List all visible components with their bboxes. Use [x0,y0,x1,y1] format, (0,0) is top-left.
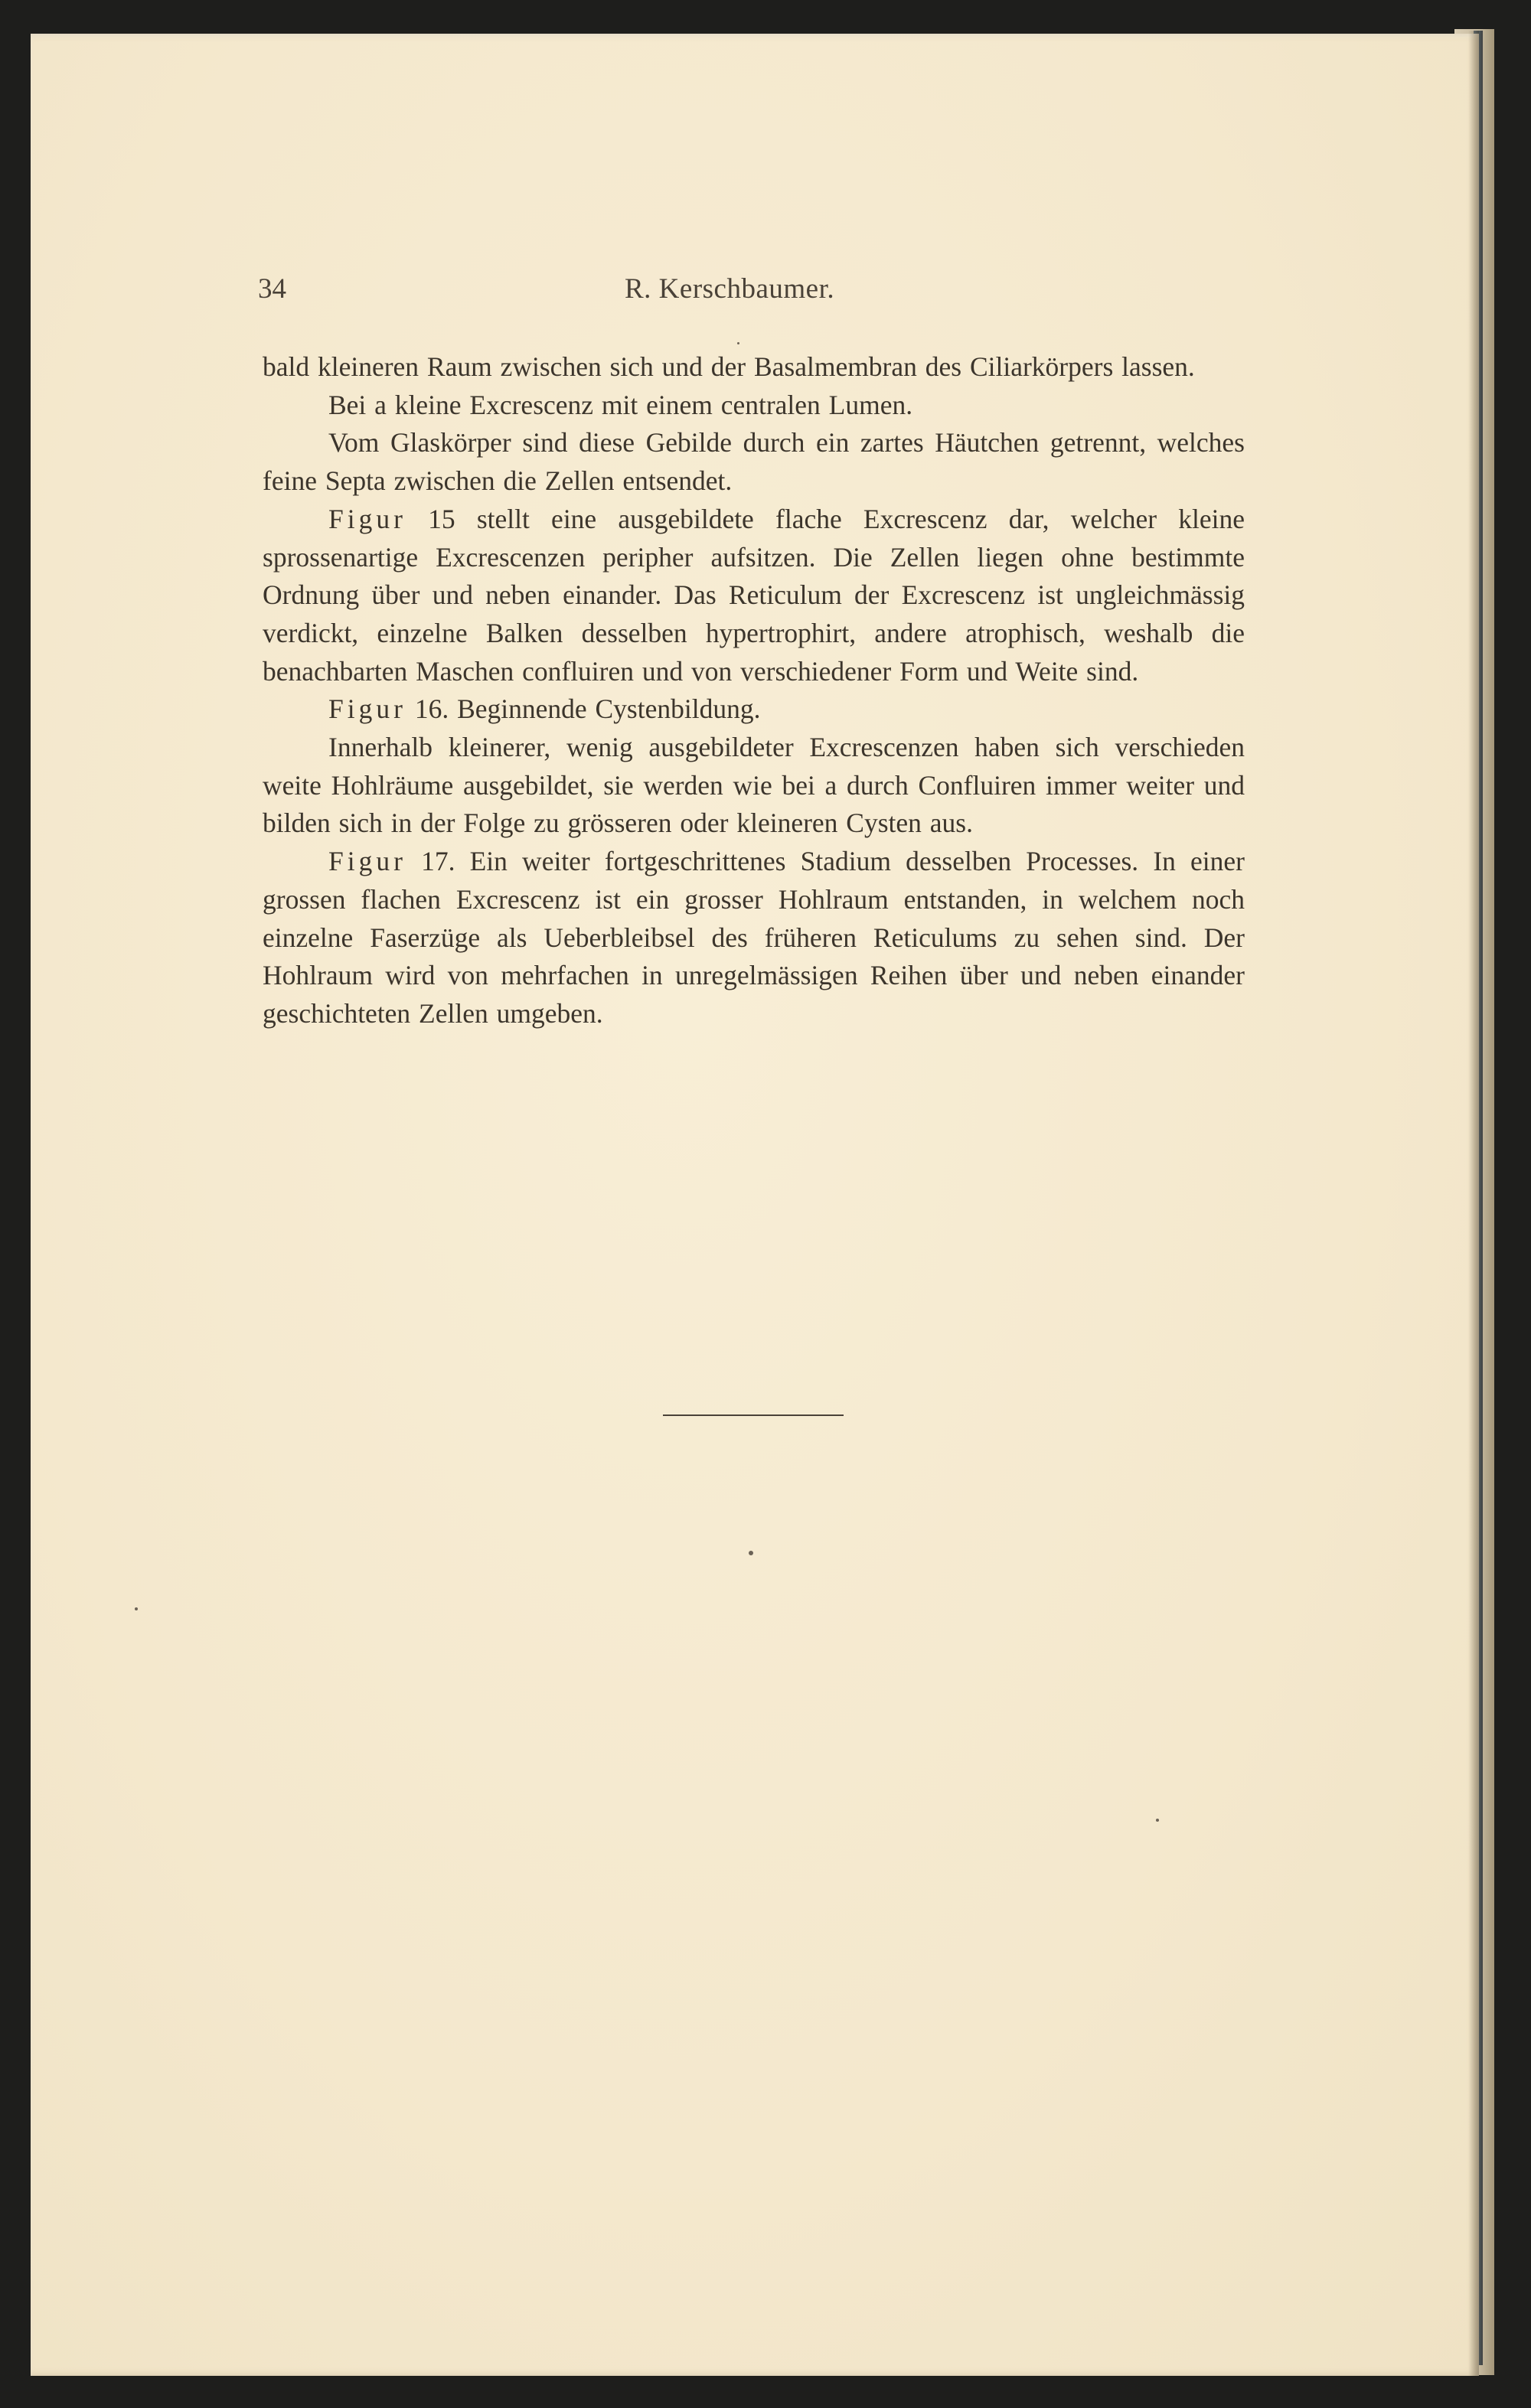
paragraph [263,348,1245,387]
page-number: 34 [258,273,286,305]
paper-speck [135,1607,138,1610]
paragraph-text: Bei a kleine Excrescenz mit einem centralen Lumen. [328,389,913,420]
paragraph [263,843,1245,1033]
paragraph [263,501,1245,691]
paragraph-text: 17. Ein weiter fortgeschrittenes Stadium desselben Processes. In einer grossen flachen Excrescenz ist ein grosser Hohlraum entstanden, in welchem noch einzelne Faserzüge als Ueberbleibsel des früheren Reticulums zu sehen sind. Der Hohlraum wird von mehrfachen in unregelmässigen Reihen über und neben einander geschichteten Zellen umgeben. [263,846,1245,1029]
page-edge-shadow [1468,31,1479,2376]
paragraph-text: Vom Glaskörper sind diese Gebilde durch ein zartes Häutchen getrennt, welches feine Septa zwischen die Zellen entsendet. [263,427,1245,497]
body-text [263,348,1245,1033]
section-end-rule [663,1414,844,1416]
paragraph [263,729,1245,843]
paper-speck [749,1551,753,1555]
running-head: R. Kerschbaumer. [625,273,835,305]
paragraph [263,387,1245,425]
paragraph-text: 16. Beginnende Cystenbildung. [406,693,761,725]
paragraph-text: Innerhalb kleinerer, wenig ausgebildeter Excrescenzen haben sich verschieden weite Hohlräume ausgebildet, sie werden wie bei a durch Confluiren immer weiter und bilden sich in der Folge zu grösseren oder kleineren Cysten aus. [263,732,1245,839]
figure-reference: Figur [328,693,406,725]
paper-speck [737,342,739,344]
paper-speck [1156,1819,1159,1822]
paragraph-text: 15 stellt eine ausgebildete flache Excrescenz dar, welcher kleine sprossenartige Excrescenzen peripher aufsitzen. Die Zellen liegen ohne bestimmte Ordnung über und neben einander. Das Reticulum der Excrescenz ist ungleichmässig verdickt, einzelne Balken desselben hypertrophirt, andere atrophisch, weshalb die benachbarten Maschen confluiren und von verschiedener Form und Weite sind. [263,503,1245,687]
figure-reference: Figur [328,846,406,877]
paragraph [263,690,1245,729]
figure-reference: Figur [328,503,406,534]
paragraph-text: bald kleineren Raum zwischen sich und der Basalmembran des Ciliarkörpers lassen. [263,351,1195,382]
paragraph [263,424,1245,500]
